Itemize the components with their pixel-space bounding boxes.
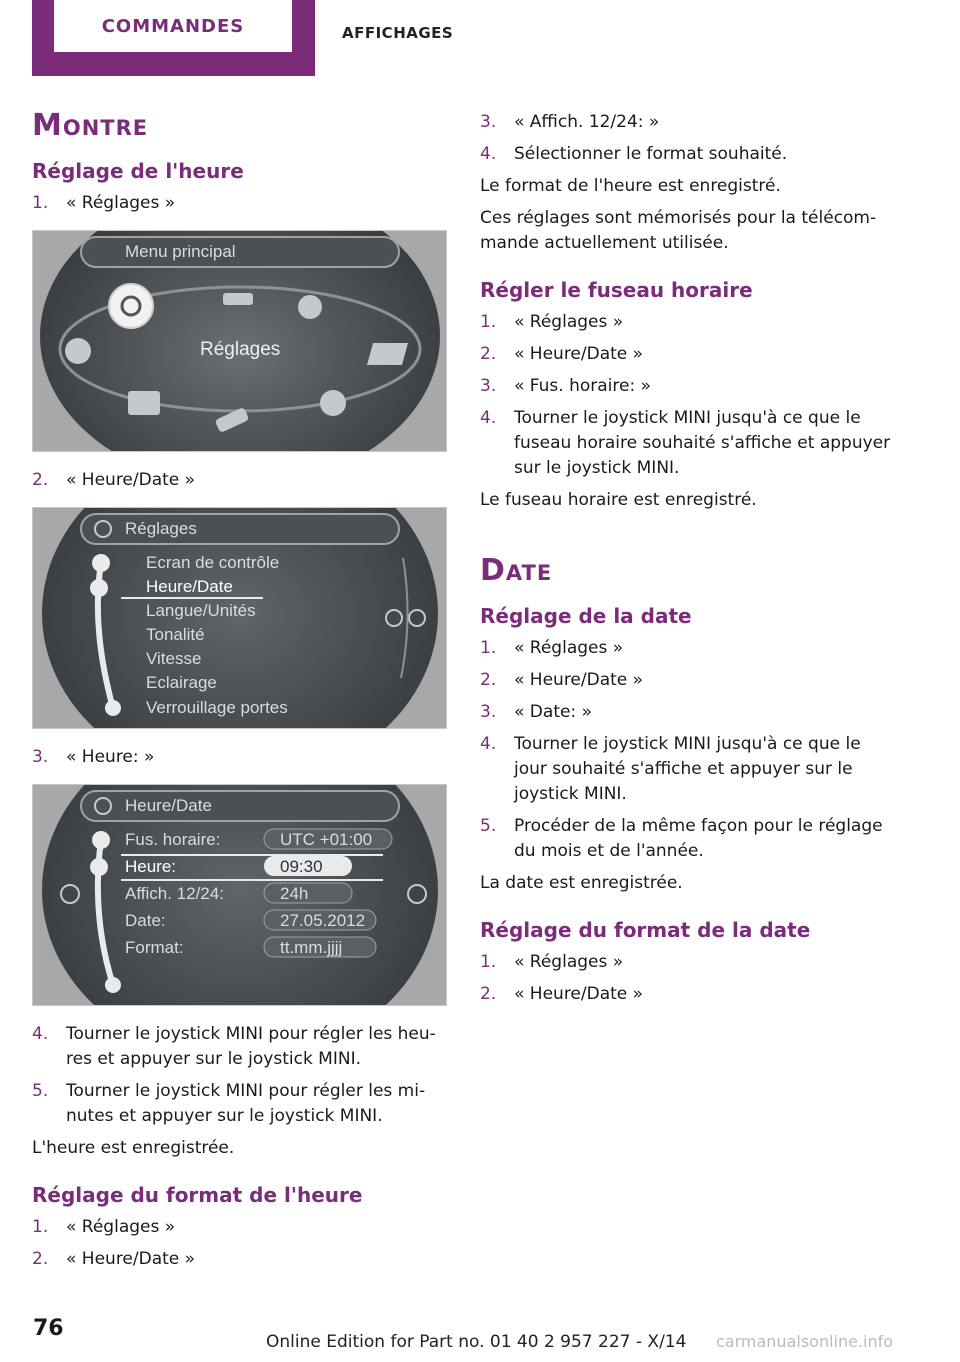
step-text: « Heure/Date » <box>66 470 196 490</box>
step-text: « Réglages » <box>514 952 624 972</box>
step-number: 3. <box>32 747 49 767</box>
step-text: Tourner le joystick MINI pour régler les mi‐ nutes et appuyer sur le joystick MINI. <box>66 1081 426 1126</box>
step-number: 4. <box>32 1024 49 1044</box>
step-text: « Fus. horaire: » <box>514 376 652 396</box>
step-item <box>32 1022 447 1072</box>
menu-item: Langue/Unités <box>146 601 256 620</box>
result-text: Le fuseau horaire est enregistré. <box>480 490 757 510</box>
step-item <box>32 1079 447 1129</box>
step-item <box>480 950 895 975</box>
chapter-title-montre: Montre <box>32 108 149 143</box>
screenshot-menu-principal <box>32 230 447 452</box>
screenshot-reglages <box>32 507 447 729</box>
step-text: « Réglages » <box>66 1217 176 1237</box>
result-text: La date est enregistrée. <box>480 873 683 893</box>
step-number: 2. <box>32 1249 49 1269</box>
step-number: 2. <box>480 344 497 364</box>
watermark: carmanualsonline.info <box>716 1332 894 1351</box>
menu-item: Eclairage <box>146 673 217 692</box>
setting-value: 27.05.2012 <box>280 911 366 930</box>
screen-title: Réglages <box>125 519 197 538</box>
result-text: L'heure est enregistrée. <box>32 1138 235 1158</box>
setting-value: 24h <box>280 884 309 903</box>
step-text: Sélectionner le format souhaité. <box>514 144 788 164</box>
step-number: 1. <box>480 638 497 658</box>
step-text: « Heure/Date » <box>514 984 644 1004</box>
step-number: 3. <box>480 112 497 132</box>
setting-value-selected: 09:30 <box>280 857 323 876</box>
menu-item: Tonalité <box>146 625 205 644</box>
step-number: 2. <box>480 984 497 1004</box>
step-text: Tourner le joystick MINI jusqu'à ce que le jour souhaité s'affiche et appuyer sur le joystick MINI. <box>514 734 861 804</box>
step-item <box>480 668 895 693</box>
step-number: 4. <box>480 408 497 428</box>
page-number: 76 <box>33 1316 64 1341</box>
step-number: 2. <box>480 670 497 690</box>
step-number: 3. <box>480 376 497 396</box>
step-item <box>480 406 895 481</box>
step-item <box>32 1247 447 1272</box>
step-item <box>480 142 895 167</box>
section-title-format-heure: Réglage du format de l'heure <box>32 1183 363 1207</box>
step-item <box>32 468 447 493</box>
step-number: 5. <box>480 816 497 836</box>
step-item <box>480 732 895 807</box>
step-text: « Réglages » <box>514 638 624 658</box>
step-item <box>480 374 895 399</box>
step-item <box>480 636 895 661</box>
chapter-title-date: Date <box>480 553 553 588</box>
menu-item-selected: Heure/Date <box>146 577 233 596</box>
edition-note: Online Edition for Part no. 01 40 2 957 227 - X/14 <box>266 1332 687 1352</box>
step-text: Tourner le joystick MINI pour régler les heu‐ res et appuyer sur le joystick MINI. <box>66 1024 436 1069</box>
section-title-format-date: Réglage du format de la date <box>480 918 811 942</box>
setting-label: Format: <box>125 938 184 957</box>
screen-center-label: Réglages <box>200 339 281 360</box>
step-text: Tourner le joystick MINI jusqu'à ce que le fuseau horaire souhaité s'affiche et appuyer sur le joystick MINI. <box>514 408 891 478</box>
screenshot-heure-date <box>32 784 447 1006</box>
step-number: 4. <box>480 734 497 754</box>
section-title-reglage-heure: Réglage de l'heure <box>32 159 244 183</box>
step-number: 5. <box>32 1081 49 1101</box>
tab-commandes-label: COMMANDES <box>54 0 292 52</box>
step-text: « Réglages » <box>66 193 176 213</box>
step-text: « Heure/Date » <box>514 344 644 364</box>
step-item <box>32 1215 447 1240</box>
left-column <box>32 108 447 1279</box>
right-column <box>480 110 895 1014</box>
step-text: « Réglages » <box>514 312 624 332</box>
step-number: 1. <box>480 312 497 332</box>
step-text: « Heure: » <box>66 747 155 767</box>
menu-item: Ecran de contrôle <box>146 553 280 572</box>
tab-affichages[interactable]: AFFICHAGES <box>342 24 454 42</box>
note-text: Ces réglages sont mémorisés pour la télécom‐ mande actuellement utilisée. <box>480 208 877 253</box>
step-text: Procéder de la même façon pour le réglage du mois et de l'année. <box>514 816 883 861</box>
step-number: 3. <box>480 702 497 722</box>
step-item <box>32 191 447 216</box>
step-item <box>480 110 895 135</box>
step-number: 2. <box>32 470 49 490</box>
step-text: « Heure/Date » <box>514 670 644 690</box>
setting-label: Date: <box>125 911 166 930</box>
step-item <box>480 700 895 725</box>
menu-item: Vitesse <box>146 649 202 668</box>
menu-item: Verrouillage portes <box>146 698 288 717</box>
screen-title: Menu principal <box>125 242 236 261</box>
setting-label: Affich. 12/24: <box>125 884 224 903</box>
step-item <box>480 342 895 367</box>
step-text: « Heure/Date » <box>66 1249 196 1269</box>
step-number: 1. <box>480 952 497 972</box>
screen-title: Heure/Date <box>125 796 212 815</box>
setting-value: tt.mm.jjjj <box>280 938 343 957</box>
step-number: 1. <box>32 1217 49 1237</box>
tab-commandes[interactable] <box>32 0 315 76</box>
setting-label: Fus. horaire: <box>125 830 221 849</box>
step-item <box>32 745 447 770</box>
section-title-fuseau-horaire: Régler le fuseau horaire <box>480 278 753 302</box>
step-text: « Date: » <box>514 702 592 722</box>
step-number: 4. <box>480 144 497 164</box>
step-item <box>480 814 895 864</box>
step-item <box>480 310 895 335</box>
setting-label-selected: Heure: <box>125 857 177 876</box>
step-number: 1. <box>32 193 49 213</box>
setting-value: UTC +01:00 <box>280 830 373 849</box>
section-title-reglage-date: Réglage de la date <box>480 604 692 628</box>
step-item <box>480 982 895 1007</box>
result-text: Le format de l'heure est enregistré. <box>480 176 781 196</box>
step-text: « Affich. 12/24: » <box>514 112 660 132</box>
